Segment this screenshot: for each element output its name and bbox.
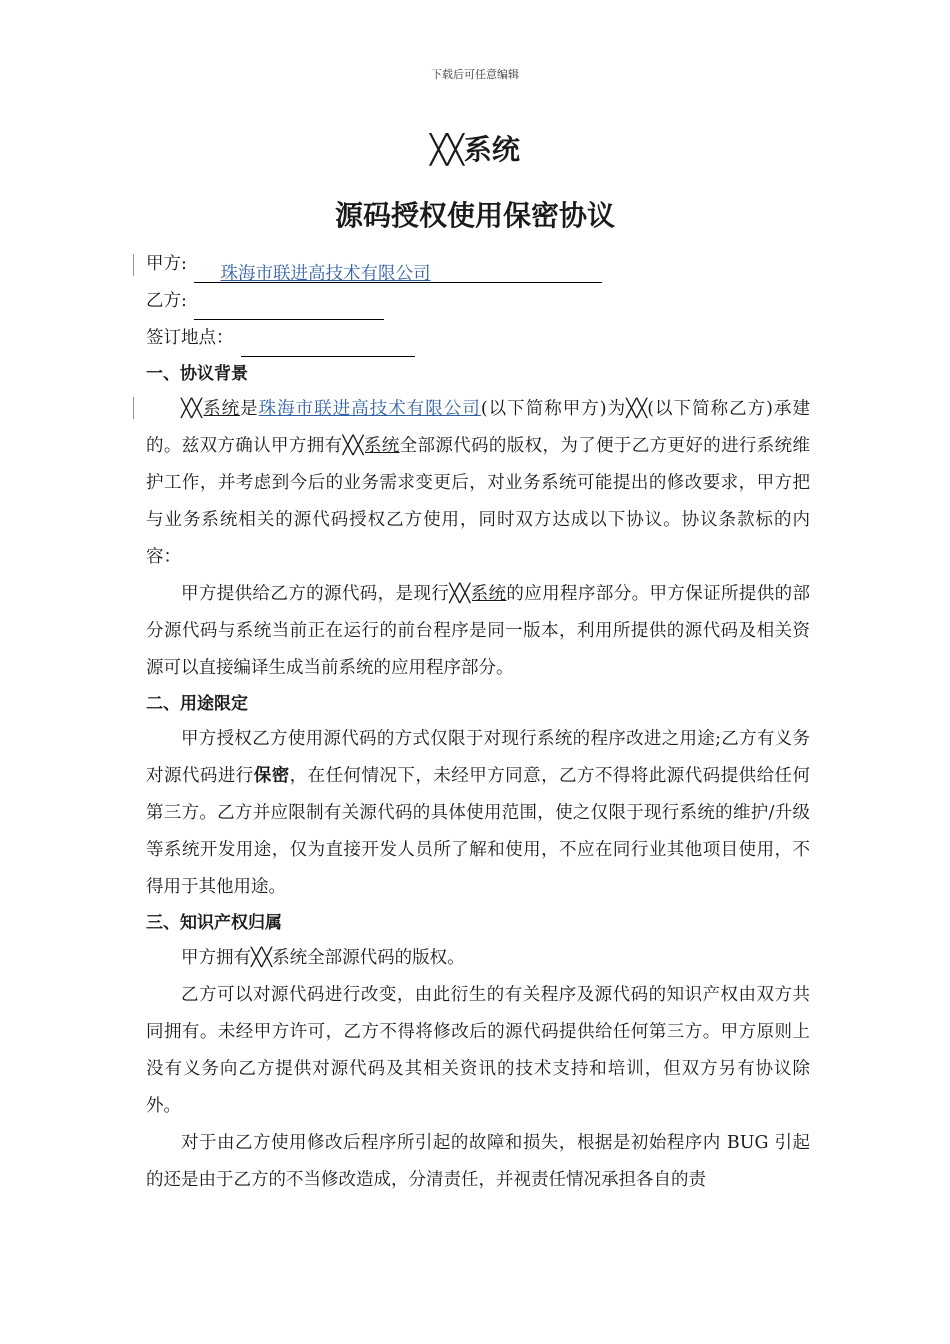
party-b-label: 乙方: [146, 291, 187, 311]
title-line-2: 源码授权使用保密协议 [334, 199, 615, 232]
revision-mark [133, 397, 134, 419]
section-3-title: 三、知识产权归属 [146, 913, 282, 933]
sign-place-label: 签订地点： [146, 328, 234, 348]
party-a-field[interactable] [194, 256, 602, 283]
section-1-title: 一、协议背景 [146, 364, 248, 384]
text-run: 是 [240, 399, 259, 419]
section-1-paragraph-1 [146, 391, 810, 576]
party-b-field[interactable] [194, 293, 384, 320]
party-a-link[interactable]: 珠海市联进高技术有限公司 [258, 399, 481, 419]
party-a-label: 甲方: [146, 254, 187, 274]
text-run: 系统全部源代码的版权。 [272, 948, 465, 968]
document-body [146, 246, 810, 1199]
party-a-value[interactable]: 珠海市联进高技术有限公司 [220, 264, 431, 284]
sign-place-field[interactable] [241, 330, 415, 357]
text-run: 甲方拥有 [181, 948, 251, 968]
text-run: 全部源代码的版权，为了便于乙方更好的进行系统维护工作，并考虑到今后的业务需求变更后，对业务系统可能提出的修改要求，甲方把与业务系统相关的源代码授权乙方使用，同时双方达成以下协议。协议条款标的内容： [146, 436, 811, 567]
text-run: 甲方提供给乙方的源代码，是现行 [181, 584, 450, 604]
sign-place-row [146, 320, 810, 357]
title-line-1: ╳╳系统 [430, 133, 520, 166]
text-run: (以下简称乙方)承建的。兹双方确认甲方拥有 [146, 399, 810, 456]
system-name: ╳╳系统 [181, 399, 241, 419]
text-run: 的应用程序部分。甲方保证所提供的部分源代码与系统当前正在运行的前台程序是同一版本，利用所提供的源代码及相关资源可以直接编译生成当前系统的应用程序部分。 [146, 584, 811, 678]
text-run: (以下简称甲方)为 [480, 399, 627, 419]
section-3-paragraph-1 [146, 940, 810, 977]
section-2-title: 二、用途限定 [146, 694, 248, 714]
section-1-paragraph-2 [146, 576, 810, 687]
text-run: 甲方授权乙方使用源代码的方式仅限于对现行系统的程序改进之用途;乙方有义务对源代码进行 [146, 729, 810, 786]
section-3-paragraph-3: 对于由乙方使用修改后程序所引起的故障和损失，根据是初始程序内 BUG 引起的还是由于乙方的不当修改造成，分清责任，并视责任情况承担各自的责 [146, 1133, 810, 1190]
party-a-row [146, 246, 810, 283]
bold-term: 保密 [253, 766, 290, 786]
revision-mark [133, 254, 134, 276]
section-2-paragraph-1 [146, 721, 810, 906]
text-run: ，在任何情况下，未经甲方同意，乙方不得将此源代码提供给任何第三方。乙方并应限制有关源代码的具体使用范围，使之仅限于现行系统的维护/升级等系统开发用途，仅为直接开发人员所了解和使用，不应在同行业其他项目使用，不得用于其他用途。 [146, 766, 811, 897]
party-b-row [146, 283, 810, 320]
system-name: ╳╳ [251, 948, 273, 968]
system-name: ╳╳系统 [449, 584, 507, 604]
header-note: 下载后可任意编辑 [431, 68, 519, 81]
section-3-paragraph-2: 乙方可以对源代码进行改变，由此衍生的有关程序及源代码的知识产权由双方共同拥有。未经甲方许可，乙方不得将修改后的源代码提供给任何第三方。甲方原则上没有义务向乙方提供对源代码及其相关资讯的技术支持和培训，但双方另有协议除外。 [146, 985, 810, 1116]
party-b-placeholder: ╳╳ [626, 399, 648, 419]
system-name: ╳╳系统 [342, 436, 400, 456]
